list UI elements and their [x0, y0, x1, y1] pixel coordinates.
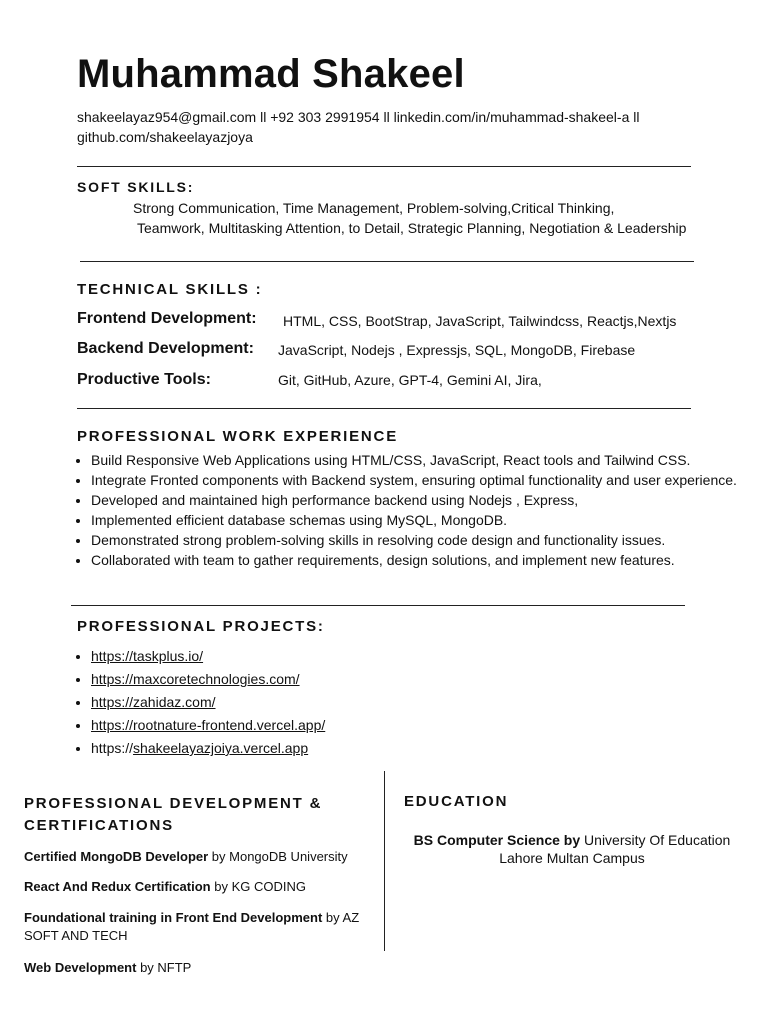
project-link[interactable]: https://zahidaz.com/ — [91, 694, 216, 710]
campus: Lahore Multan Campus — [499, 850, 645, 866]
heading-line: CERTIFICATIONS — [24, 817, 174, 834]
certification-item — [24, 909, 379, 945]
skill-label: Productive Tools: — [77, 371, 211, 388]
certification-title: React And Redux Certification — [24, 879, 211, 894]
technical-skills-heading: TECHNICAL SKILLS : — [77, 281, 263, 298]
degree-line — [396, 831, 748, 849]
certification-issuer: by MongoDB University — [208, 849, 348, 864]
link-prefix: https:// — [91, 740, 134, 756]
certification-item — [24, 878, 379, 896]
section-divider — [71, 605, 685, 606]
soft-skills-heading: SOFT SKILLS: — [77, 179, 195, 195]
list-item: • Collaborated with team to gather requirements, design solutions, and implement new features. — [91, 550, 747, 570]
projects-list — [77, 645, 477, 760]
list-item: • Demonstrated strong problem-solving skills in resolving code design and functionality issues. — [91, 530, 747, 550]
project-link[interactable]: https://maxcoretechnologies.com/ — [91, 671, 300, 687]
section-divider — [77, 408, 691, 409]
certifications-heading — [24, 793, 322, 837]
institution: University Of Education — [580, 832, 731, 848]
soft-skills-line: Strong Communication, Time Management, Problem-solving,Critical Thinking, — [133, 200, 615, 216]
section-divider — [77, 166, 691, 167]
list-item: • Implemented efficient database schemas using MySQL, MongoDB. — [91, 510, 747, 530]
contact-info — [77, 107, 717, 147]
experience-list-wrap — [77, 450, 747, 570]
project-link[interactable]: https://rootnature-frontend.vercel.app/ — [91, 717, 326, 733]
soft-skills-line: Teamwork, Multitasking Attention, to Detail, Strategic Planning, Negotiation & Leadership — [137, 220, 687, 236]
certification-title: Certified MongoDB Developer — [24, 849, 209, 864]
list-item — [91, 668, 477, 691]
skill-value: JavaScript, Nodejs , Expressjs, SQL, MongoDB, Firebase — [278, 342, 636, 358]
skill-label: Backend Development: — [77, 340, 254, 357]
project-link[interactable]: shakeelayazjoiya.vercel.app — [133, 740, 309, 756]
projects-list-wrap — [77, 645, 477, 760]
certification-item — [24, 848, 379, 866]
education-entry — [396, 831, 748, 867]
column-divider — [384, 771, 385, 951]
certification-item — [24, 959, 379, 977]
list-item: • Developed and maintained high performance backend using Nodejs , Express, — [91, 490, 747, 510]
degree: BS Computer Science by — [413, 832, 581, 848]
certification-issuer: by AZ SOFT AND TECH — [24, 910, 360, 943]
list-item: • Integrate Fronted components with Backend system, ensuring optimal functionality and user experience. — [91, 470, 747, 490]
skill-value: Git, GitHub, Azure, GPT-4, Gemini AI, Jira, — [278, 372, 542, 388]
projects-heading: PROFESSIONAL PROJECTS: — [77, 618, 325, 635]
section-divider — [80, 261, 694, 262]
skill-label: Frontend Development: — [77, 310, 257, 327]
experience-list — [77, 450, 747, 570]
list-item: • Build Responsive Web Applications using HTML/CSS, JavaScript, React tools and Tailwind CSS. — [91, 450, 747, 470]
list-item — [91, 737, 477, 760]
certification-title: Web Development — [24, 960, 137, 975]
certification-issuer: by NFTP — [136, 960, 192, 975]
list-item — [91, 714, 477, 737]
education-heading: EDUCATION — [404, 793, 509, 810]
candidate-name: Muhammad Shakeel — [77, 52, 465, 96]
project-link[interactable]: https://taskplus.io/ — [91, 648, 204, 664]
experience-heading: PROFESSIONAL WORK EXPERIENCE — [77, 428, 398, 445]
list-item — [91, 645, 477, 668]
heading-line: PROFESSIONAL DEVELOPMENT & — [24, 795, 323, 812]
certification-issuer: by KG CODING — [210, 879, 306, 894]
list-item — [91, 691, 477, 714]
contact-line: shakeelayaz954@gmail.com ll +92 303 2991954 ll linkedin.com/in/muhammad-shakeel-a ll — [77, 109, 640, 125]
certification-title: Foundational training in Front End Development — [24, 910, 323, 925]
contact-line: github.com/shakeelayazjoya — [77, 129, 253, 145]
skill-value: HTML, CSS, BootStrap, JavaScript, Tailwindcss, Reactjs,Nextjs — [283, 313, 677, 329]
